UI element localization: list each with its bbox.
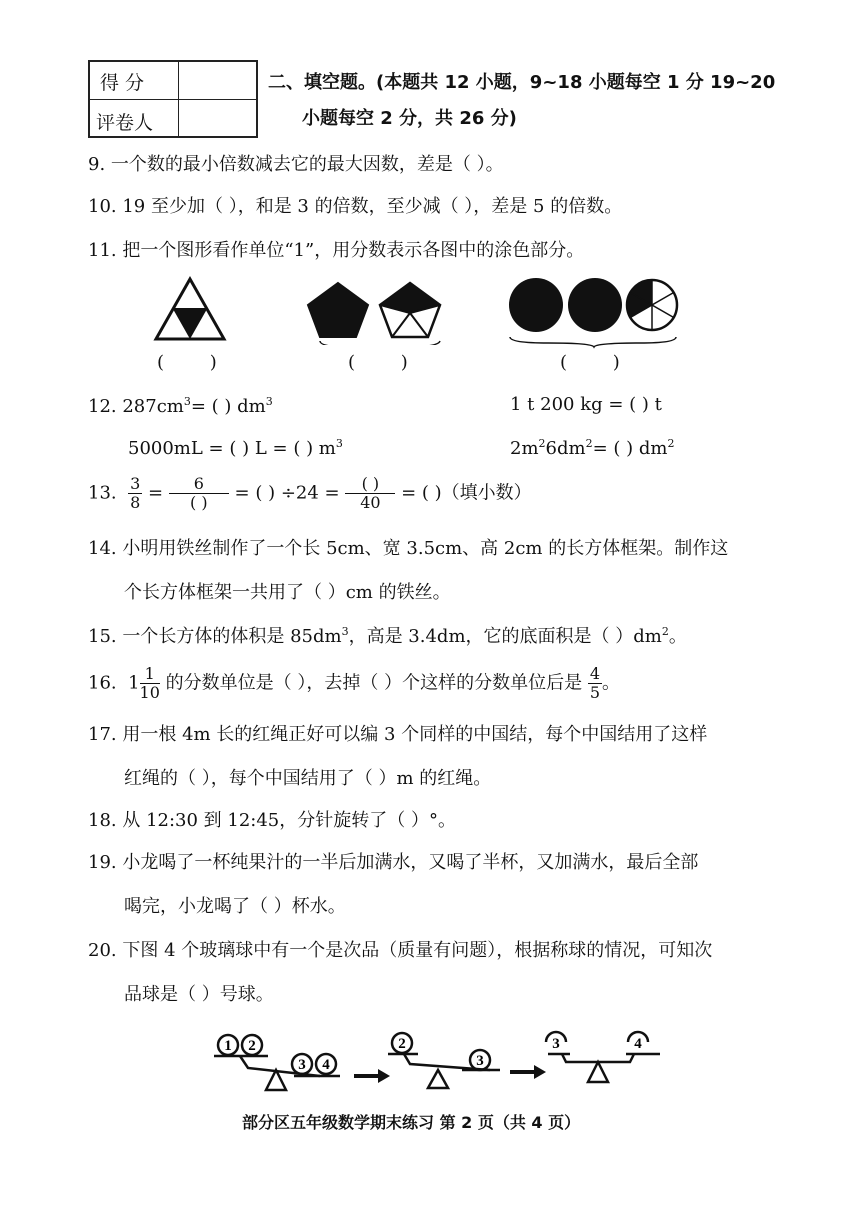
question-19-line2: 喝完，小龙喝了（ ）杯水。 [124, 896, 346, 917]
arrow-right-icon-2 [510, 1065, 546, 1079]
question-20-line2: 品球是（ ）号球。 [124, 984, 274, 1005]
question-17-line2: 红绳的（ ），每个中国结用了（ ）m 的红绳。 [124, 768, 492, 789]
pentagon-filled [308, 283, 368, 337]
question-10: 10. 19 至少加（ ），和是 3 的倍数，至少减（ ），差是 5 的倍数。 [88, 196, 623, 217]
question-12d: $2m^26dm^2=$ ( ) $dm^2$ [510, 437, 675, 459]
score-table [88, 60, 258, 138]
q11-answer-1[interactable]: ( ) [157, 352, 217, 373]
section-title: 二、填空题。(本题共 12 小题，9~18 小题每空 1 分 19~20 [268, 72, 776, 93]
question-11: 11. 把一个图形看作单位“1”，用分数表示各图中的涂色部分。 [88, 240, 585, 261]
svg-text:3: 3 [552, 1036, 560, 1052]
ball-2: 2 [248, 1038, 256, 1054]
scale-1 [214, 1035, 340, 1090]
question-14-line2: 个长方体框架一共用了（ ）cm 的铁丝。 [124, 582, 451, 603]
question-14-line1: 14. 小明用铁丝制作了一个长 5cm、宽 3.5cm、高 2cm 的长方体框架。制作这 [88, 538, 729, 559]
score-label: 得 分 [100, 72, 145, 94]
grader-label: 评卷人 [96, 112, 154, 134]
scale-3 [546, 1032, 660, 1082]
question-15: 15. 一个长方体的体积是 $85dm^3$，高是 3.4dm，它的底面积是（ ）$dm^2$。 [88, 625, 687, 647]
question-12b: 1 t 200 kg = ( ) t [510, 394, 662, 415]
question-20-line1: 20. 下图 4 个玻璃球中有一个是次品（质量有问题），根据称球的情况，可知次 [88, 940, 713, 961]
q11-answer-3[interactable]: ( ) [560, 352, 620, 373]
page-footer: 部分区五年级数学期末练习 第 2 页（共 4 页） [242, 1113, 581, 1132]
balance-diagram [210, 1028, 670, 1098]
triangle-figure [156, 279, 224, 339]
q11-answer-2[interactable]: ( ) [348, 352, 408, 373]
circle-filled-2 [568, 278, 622, 332]
circle-filled-1 [509, 278, 563, 332]
scale-2 [388, 1033, 500, 1088]
question-9: 9. 一个数的最小倍数减去它的最大因数，差是（ ）。 [88, 154, 504, 175]
question-18: 18. 从 12:30 到 12:45，分针旋转了（ ）°。 [88, 810, 456, 831]
question-12c: 5000mL = ( ) L = ( ) $m^3$ [128, 437, 343, 459]
arrow-right-icon [354, 1069, 390, 1083]
svg-text:3: 3 [476, 1053, 484, 1069]
grader-box[interactable] [180, 100, 258, 138]
brace-circles [508, 335, 688, 349]
svg-text:2: 2 [398, 1036, 406, 1052]
section-title-line2: 小题每空 2 分，共 26 分) [302, 108, 517, 129]
question-17-line1: 17. 用一根 4m 长的红绳正好可以编 3 个同样的中国结，每个中国结用了这样 [88, 724, 708, 745]
ball-4: 4 [322, 1057, 330, 1073]
pentagon-partial [380, 283, 440, 337]
ball-3: 3 [298, 1057, 306, 1073]
question-12a: 12. $287cm^3=$ ( ) $dm^3$ [88, 395, 273, 417]
question-13: 13. $\frac{3}{8}$ = $\frac{6}{( )}$ = ( ) ÷24 = $\frac{( )}{40}$ = ( )（填小数） [88, 474, 532, 512]
circle-partial [627, 280, 677, 330]
question-19-line1: 19. 小龙喝了一杯纯果汁的一半后加满水，又喝了半杯，又加满水，最后全部 [88, 852, 699, 873]
svg-text:4: 4 [634, 1036, 642, 1052]
ball-1: 1 [224, 1038, 232, 1054]
score-box[interactable] [180, 62, 258, 98]
question-16: 16. 1 $\frac{1}{10}$ 的分数单位是（ ），去掉（ ）个这样的分数单位后是 $\frac{4}{5}$ 。 [88, 664, 621, 702]
